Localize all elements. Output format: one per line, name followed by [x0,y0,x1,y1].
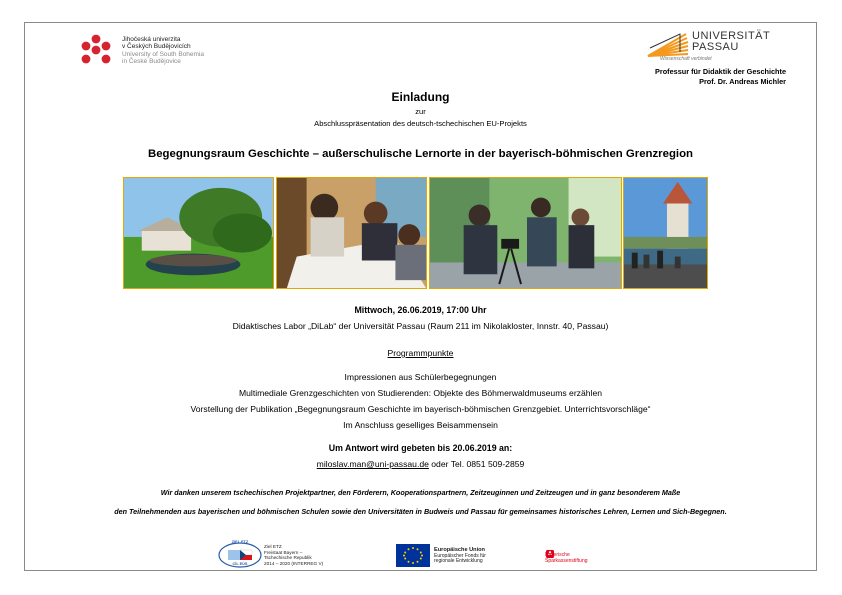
eu-line: Europäischer Fonds für [434,552,486,559]
etz-badge [218,542,262,568]
passau-logo-text [692,31,770,53]
etz-line: Ziel ETZ [264,544,282,549]
passau-logo-mark [646,30,690,58]
jcu-line-en: in České Budějovice [122,58,181,66]
program-heading-text: Programmpunkte [387,348,454,358]
photo-park-group [123,177,274,289]
eu-flag [396,544,430,567]
program-item: Multimediale Grenzgeschichten von Studierenden: Objekte des Böhmerwaldmuseums erzählen [238,388,603,398]
invitation-title: Einladung [391,90,450,104]
eu-title: Europäische Union [434,547,485,553]
jcu-name [122,36,204,66]
etz-text [264,544,323,566]
passau-tagline: Wissenschaft verbindet [660,56,712,62]
photo-film-crew [429,177,622,289]
chair-name: Professur für Didaktik der Geschichte [655,67,786,76]
etz-line: Tschechische Republik [264,555,312,560]
sparkasse-line: Sparkassenstiftung [545,557,588,564]
sparkasse-text [545,553,588,565]
passau-name-line: UNIVERSITÄT [692,30,771,42]
photo-river-tower [623,177,708,289]
eu-text [434,548,486,565]
invitation-zur: zur [415,107,426,116]
thanks-line: den Teilnehmenden aus bayerischen und böhmischen Schulen sowie den Universitäten in Budweis und Passau für gemeinsames historisches Lehren, Lernen und Sich-Begegnen. [114,507,727,516]
chair-block [600,67,786,87]
program-item: Vorstellung der Publikation „Begegnungsraum Geschichte im bayerisch-böhmischen Grenzgebiet. Unterrichtsvorschläge“ [190,404,651,414]
program-heading [24,348,817,358]
event-date: Mittwoch, 26.06.2019, 17:00 Uhr [354,305,487,315]
thanks-line: Wir danken unserem tschechischen Projektpartner, den Förderern, Kooperationspartnern, Zeitzeuginnen und Zeitzeugen und in ganz besonderem Maße [160,488,681,497]
invitation-subtitle: Abschlusspräsentation des deutsch-tschechischen EU-Projekts [314,119,527,128]
event-location: Didaktisches Labor „DiLab“ der Universität Passau (Raum 211 im Nikolakloster, Innstr. 40, Passau) [232,321,609,331]
eu-flag-icon [396,544,430,567]
jcu-line: Jihočeská univerzita [122,36,181,43]
etz-line: Freistaat Bayern – [264,549,303,555]
program-item: Impressionen aus Schülerbegegnungen [344,372,497,382]
rsvp-line: Um Antwort wird gebeten bis 20.06.2019 an: [328,443,513,453]
etz-badge-bottom: CÍL EÚS [232,562,248,566]
jcu-dots-icon [78,34,114,66]
jcu-logo [78,34,114,66]
rsvp-email-link[interactable]: miloslav.man@uni-passau.de [316,459,429,469]
rsvp-phone: oder Tel. 0851 509-2859 [431,459,525,469]
etz-badge-top: ZIEL ETZ [231,540,249,544]
eu-line: regionale Entwicklung [434,558,483,565]
passau-name-line: PASSAU [692,41,739,53]
photo-map-workshop [276,177,427,289]
professor-name: Prof. Dr. Andreas Michler [699,77,786,86]
rsvp-contact [24,459,817,469]
passau-fan-icon [646,30,690,58]
program-item: Im Anschluss geselliges Beisammensein [343,420,498,430]
invitation-headline: Begegnungsraum Geschichte – außerschulische Lernorte in der bayerisch-böhmischen Grenzregion [148,148,693,160]
etz-line: 2014 – 2020 (INTERREG V) [264,560,324,566]
jcu-line: v Českých Budějovicích [122,43,191,51]
sparkasse-line: Bayerische [545,552,570,558]
jcu-line-en: University of South Bohemia [122,50,205,58]
